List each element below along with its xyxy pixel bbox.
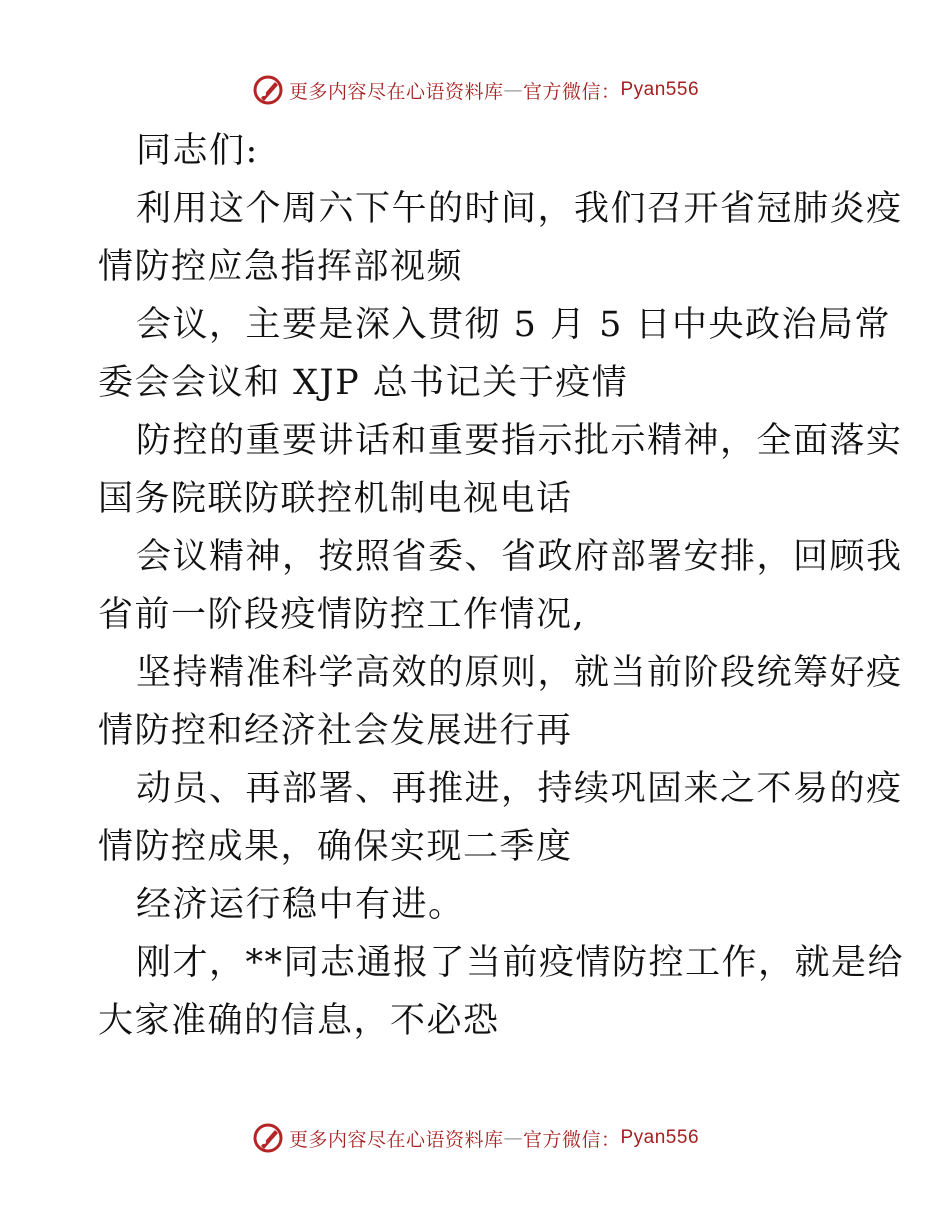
text-line: 情防控应急指挥部视频 [98,247,464,287]
footer-wx-label: 官方微信： [522,1128,621,1151]
text-line: 会议精神，按照省委、省政府部署安排，回顾我 [136,537,903,577]
text-line: 委会会议和 XJP 总书记关于疫情 [98,363,629,403]
header-watermark [0,70,950,110]
footer-brand: 更多内容尽在心语资料库 [288,1128,504,1151]
pen-nib-logo-icon [251,1121,285,1155]
document-body [98,122,905,1050]
footer-wx-id: Pyan556 [620,1127,700,1148]
text-line: 利用这个周六下午的时间，我们召开省冠肺炎疫 [136,189,903,229]
text-line: 刚才，**同志通报了当前疫情防控工作，就是给 [136,943,905,983]
text-line: 防控的重要讲话和重要指示批示精神，全面落实 [136,421,903,461]
footer-separator: — [503,1127,523,1149]
text-line: 国务院联防联控机制电视电话 [98,479,573,519]
header-separator: — [503,79,523,101]
header-wx-id: Pyan556 [620,79,700,100]
text-line: 情防控和经济社会发展进行再 [98,711,573,751]
pen-nib-logo-icon [251,73,285,107]
text-line: 经济运行稳中有进。 [136,885,465,925]
text-line: 情防控成果，确保实现二季度 [98,827,573,867]
text-line: 大家准确的信息，不必恐 [98,1001,500,1041]
footer-watermark [0,1118,950,1158]
text-line: 坚持精准科学高效的原则，就当前阶段统筹好疫 [136,653,903,693]
text-line: 会议，主要是深入贯彻 5 月 5 日中央政治局常 [136,305,892,345]
header-wx-label: 官方微信： [522,80,621,103]
text-line: 同志们: [136,131,259,171]
text-line: 省前一阶段疫情防控工作情况, [98,595,586,635]
text-line: 动员、再部署、再推进，持续巩固来之不易的疫 [136,769,903,809]
header-brand: 更多内容尽在心语资料库 [288,80,504,103]
